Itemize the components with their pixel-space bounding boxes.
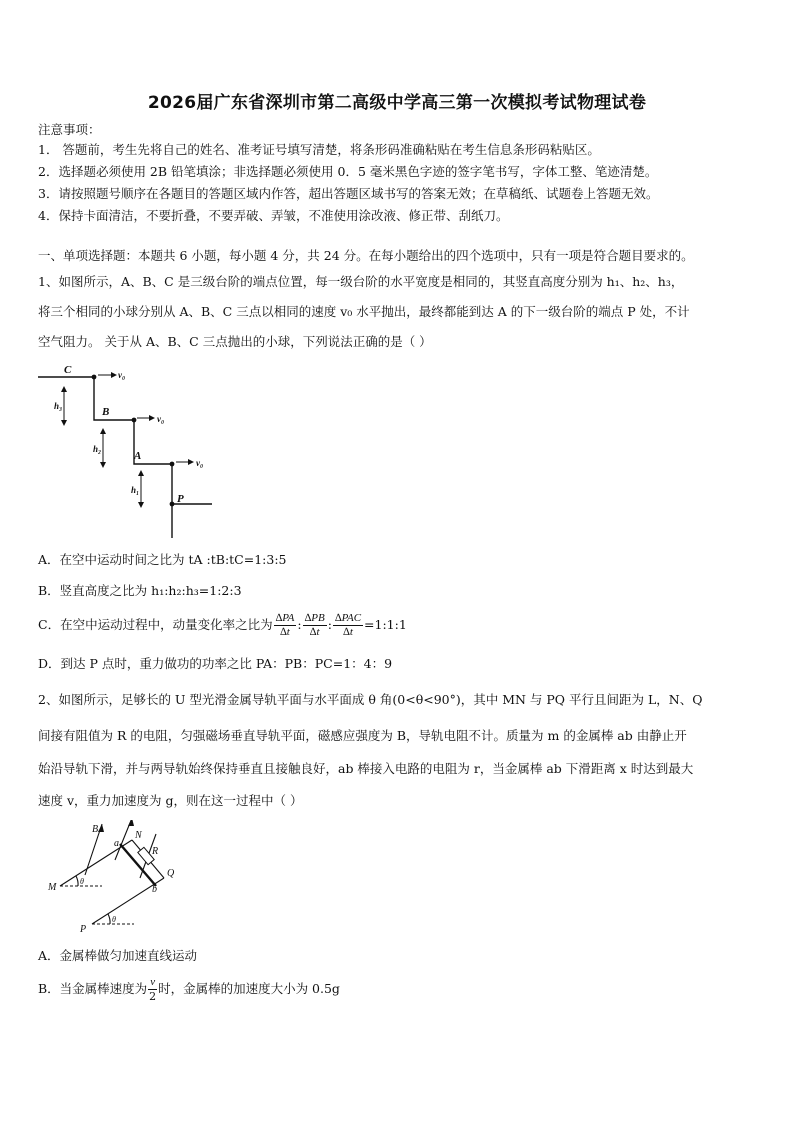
q2-option-a: A．金属棒做匀加速直线运动 (38, 948, 198, 963)
fraction-numerator: v (150, 976, 156, 988)
fraction-numerator: ∆PB (304, 612, 325, 624)
arrowhead (149, 415, 155, 421)
notice-heading: 注意事项： (38, 122, 101, 137)
fraction-numerator: ∆PA (275, 612, 295, 624)
q1-option-d: D．到达 P 点时，重力做功的功率之比 PA：PB：PC=1：4：9 (38, 656, 393, 671)
angle-arc (76, 876, 78, 886)
fraction-denominator: ∆t (309, 626, 320, 638)
section-heading: 一、单项选择题：本题共 6 小题，每小题 4 分，共 24 分。在每小题给出的四个选项中，只有一项是符合题目要求的。 (38, 248, 694, 263)
fraction (333, 612, 363, 639)
label-v0-a: v₀ (196, 458, 204, 468)
notice-item: 2．选择题必须使用 2B 铅笔填涂；非选择题必须使用 0．5 毫米黑色字迹的签字笔书写，字体工整、笔迹清楚。 (38, 164, 658, 179)
label-a: A (134, 450, 142, 462)
fraction-numerator: ∆PAC (334, 612, 362, 624)
fraction (148, 976, 157, 1003)
point-p (170, 502, 175, 507)
arrowhead (138, 502, 144, 508)
label-v0-c: v₀ (118, 370, 126, 380)
q1-option-b: B．竖直高度之比为 h₁:h₂:h₃=1:2:3 (38, 583, 242, 598)
arrowhead (100, 462, 106, 468)
q2-rails-figure (40, 820, 190, 938)
label-h3: h₃ (54, 401, 63, 411)
q1-stem-line1: 1、如图所示，A、B、C 是三级台阶的端点位置，每一级台阶的水平宽度是相同的，其竖直高度分别为 h₁、h₂、h₃， (38, 274, 684, 289)
q1-staircase-figure (36, 362, 216, 542)
fraction-denominator: 2 (149, 990, 157, 1003)
label-p: P (80, 924, 87, 935)
label-r: R (152, 846, 159, 857)
label-theta-2: θ (112, 915, 116, 924)
q1-option-a: A．在空中运动时间之比为 tA :tB:tC=1:3:5 (38, 552, 287, 567)
fraction (274, 612, 297, 639)
arrowhead (61, 420, 67, 426)
arrowhead (111, 372, 117, 378)
q2-option-b (38, 976, 340, 1003)
notice-item: 4．保持卡面清洁，不要折叠，不要弄破、弄皱，不准使用涂改液、修正带、刮纸刀。 (38, 208, 509, 223)
label-h2: h₂ (93, 444, 102, 454)
label-theta-1: θ (80, 877, 84, 886)
notice-item: 3．请按照题号顺序在各题目的答题区域内作答，超出答题区域书写的答案无效；在草稿纸、试题卷上答题无效。 (38, 186, 659, 201)
fraction-denominator: ∆t (343, 626, 353, 638)
label-b-field: B (92, 824, 99, 835)
angle-arc (108, 914, 110, 924)
q2-option-b-prefix: B．当金属棒速度为 (38, 981, 148, 996)
label-q: Q (167, 868, 175, 879)
q1-stem-line3: 空气阻力。 关于从 A、B、C 三点抛出的小球，下列说法正确的是（ ） (38, 334, 432, 349)
fraction (303, 612, 327, 639)
fraction-denominator: ∆t (280, 626, 290, 638)
q2-stem-line4: 速度 v，重力加速度为 g，则在这一过程中（ ） (38, 793, 303, 808)
label-b: B (102, 406, 110, 418)
q1-option-c-prefix: C．在空中运动过程中，动量变化率之比为 (38, 617, 273, 632)
label-b: b (152, 884, 157, 895)
label-a: a (114, 838, 119, 849)
arrowhead (128, 820, 134, 826)
q2-option-b-suffix: 时，金属棒的加速度大小为 0.5g (158, 981, 340, 996)
arrowhead (138, 470, 144, 476)
q2-stem-line1: 2、如图所示，足够长的 U 型光滑金属导轨平面与水平面成 θ 角(0<θ<90°)，其中 MN 与 PQ 平行且间距为 L，N、Q (38, 692, 703, 707)
label-h1: h₁ (131, 485, 140, 495)
q1-stem-line2: 将三个相同的小球分别从 A、B、C 三点以相同的速度 v₀ 水平抛出，最终都能到达 A 的下一级台阶的端点 P 处，不计 (38, 304, 690, 319)
label-n: N (135, 830, 142, 841)
arrowhead (61, 386, 67, 392)
point-b (132, 418, 137, 423)
label-c: C (64, 364, 72, 376)
q1-option-c: C．在空中运动过程中，动量变化率之比为 $\frac{\Delta PA}{\Delta t}$ : $\frac{\Delta PB}{\Delta t}$ : $\frac{\text{∆PAC}}{\Delta t}$ =1:1:1 (38, 612, 407, 638)
point-a (170, 462, 175, 467)
arrowhead (188, 459, 194, 465)
label-m: M (48, 882, 57, 893)
label-p: P (177, 493, 184, 505)
q1-option-c-suffix: =1:1:1 (364, 617, 407, 632)
notice-item: 1． 答题前，考生先将自己的姓名、准考证号填写清楚，将条形码准确粘贴在考生信息条形码粘贴区。 (38, 142, 600, 157)
q2-stem-line2: 间接有阻值为 R 的电阻，匀强磁场垂直导轨平面，磁感应强度为 B，导轨电阻不计。质量为 m 的金属棒 ab 由静止开 (38, 728, 687, 743)
point-c (92, 375, 97, 380)
label-v0-b: v₀ (157, 414, 165, 424)
arrowhead (98, 824, 104, 832)
arrowhead (100, 428, 106, 434)
page-title: 2026届广东省深圳市第二高级中学高三第一次模拟考试物理试卷 (147, 93, 647, 113)
q2-stem-line3: 始沿导轨下滑，并与两导轨始终保持垂直且接触良好，ab 棒接入电路的电阻为 r，当金属棒 ab 下滑距离 x 时达到最大 (38, 761, 694, 776)
